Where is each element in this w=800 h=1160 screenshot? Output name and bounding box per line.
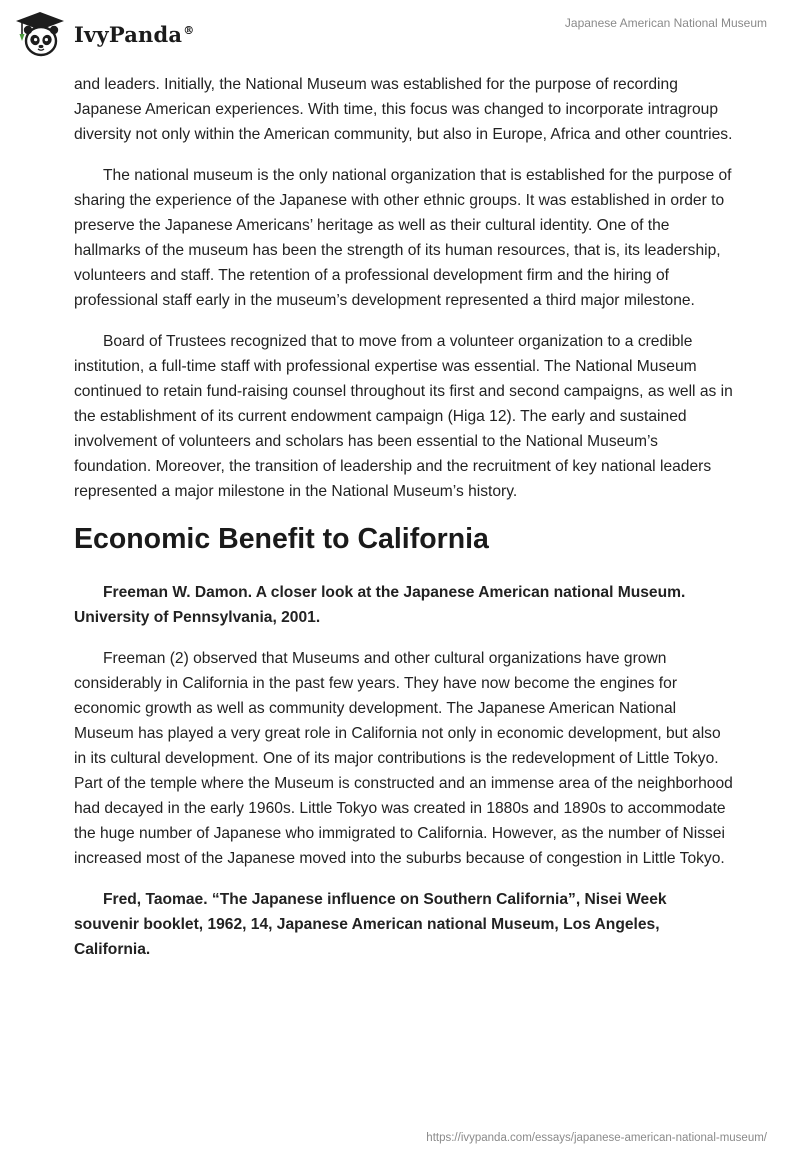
paragraph: Board of Trustees recognized that to move from a volunteer organization to a credible institution, a full-time staff with professional expertise was essential. The National Museum continued to retain fund-raising counsel throughout its first and second campaigns, as well as in the establishment of its current endowment campaign (Higa 12). The early and sustained involvement of volunteers and scholars has been essential to the National Museum’s foundation. Moreover, the transition of leadership and the recruitment of key national leaders represented a major milestone in the National Museum’s history. [74,333,733,500]
ivypanda-logo[interactable] [14,10,194,58]
paragraph: Freeman (2) observed that Museums and other cultural organizations have grown considerably in California in the past few years. They have now become the engines for economic growth as well as community development. The Japanese American National Museum has played a very great role in California not only in economic development, but also in its cultural development. One of its major contributions is the redevelopment of Little Tokyo. Part of the temple where the Museum is constructed and an immense area of the neighborhood had decayed in the early 1960s. Little Tokyo was created in 1880s and 1890s to accommodate the huge number of Japanese who immigrated to California. However, as the number of Nissei increased most of the Japanese moved into the suburbs because of congestion in Little Tokyo. [74,650,733,867]
paragraph-continuation: and leaders. Initially, the National Museum was established for the purpose of recording Japanese American experiences. With time, this focus was changed to incorporate intragroup diversity not only within the American community, but also in Europe, Africa and other countries. [74,76,733,143]
page-header [0,0,800,70]
source-url[interactable]: https://ivypanda.com/essays/japanese-american-national-museum/ [426,1132,767,1144]
reference-citation: Freeman W. Damon. A closer look at the Japanese American national Museum. University of Pennsylvania, 2001. [74,584,686,626]
essay-content [74,72,734,978]
graduation-panda-icon [14,10,66,58]
reference-citation: Fred, Taomae. “The Japanese influence on Southern California”, Nisei Week souvenir booklet, 1962, 14, Japanese American national Museum, Los Angeles, California. [74,891,667,958]
document-title: Japanese American National Museum [564,16,767,30]
paragraph: The national museum is the only national organization that is established for the purpose of sharing the experience of the Japanese with other ethnic groups. It was established in order to preserve the Japanese Americans’ heritage as well as their cultural identity. One of the hallmarks of the museum has been the strength of its human resources, that is, its leadership, volunteers and staff. The retention of a professional development firm and the hiring of professional staff early in the museum’s development represented a third major milestone. [74,167,732,309]
brand-name: IvyPanda® [74,21,195,47]
section-heading: Economic Benefit to California [74,523,489,555]
registered-mark: ® [183,23,195,37]
